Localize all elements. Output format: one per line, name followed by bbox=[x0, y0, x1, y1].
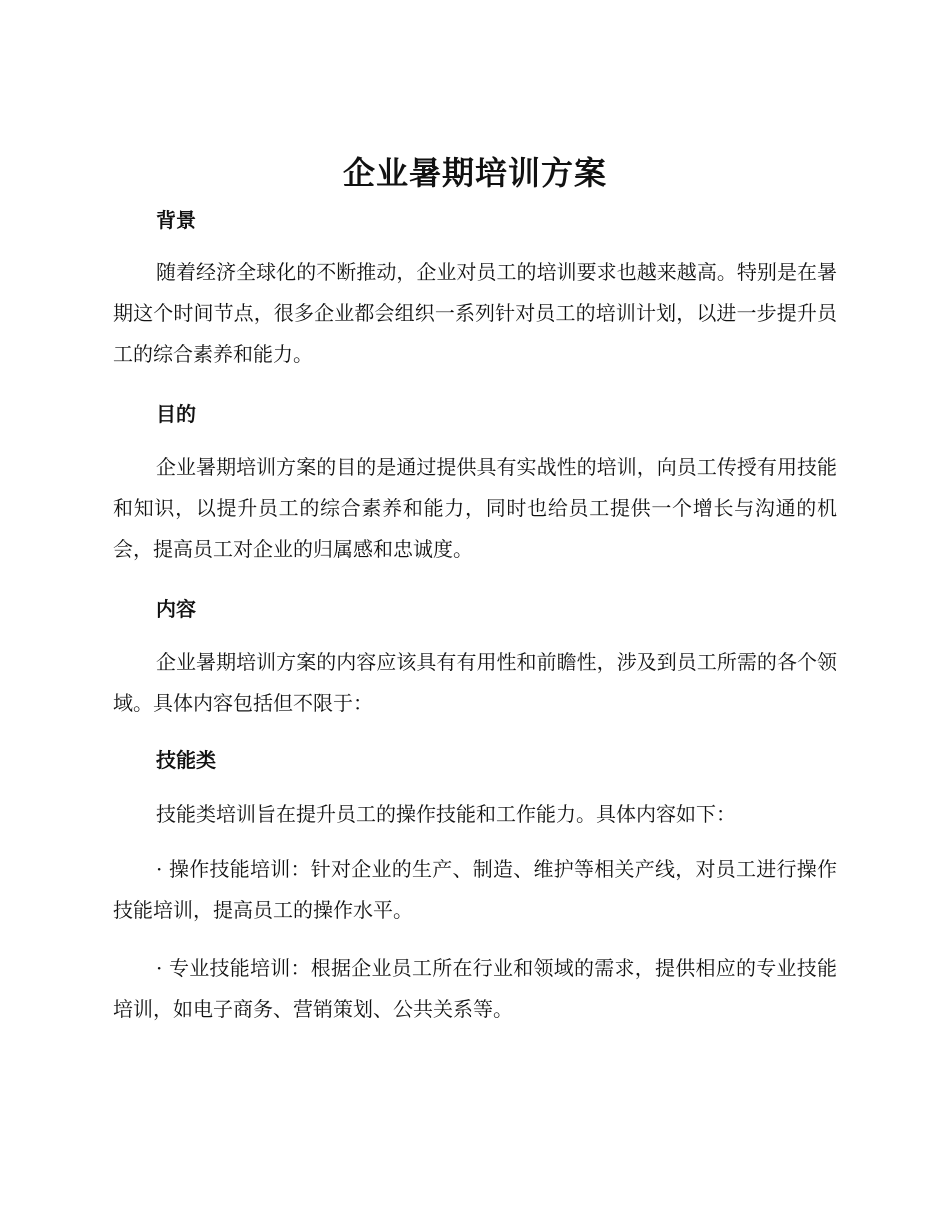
section-heading-purpose: 目的 bbox=[156, 402, 196, 426]
paragraph-skills-intro: 技能类培训旨在提升员工的操作技能和工作能力。具体内容如下： bbox=[156, 802, 736, 826]
section-heading-skills: 技能类 bbox=[156, 748, 216, 772]
section-heading-content: 内容 bbox=[156, 597, 196, 621]
document-title: 企业暑期培训方案 bbox=[342, 154, 607, 192]
section-heading-background: 背景 bbox=[156, 208, 196, 232]
paragraph-purpose: 企业暑期培训方案的目的是通过提供具有实战性的培训，向员工传授有用技能和知识，以提升员工的综合素养和能力，同时也给员工提供一个增长与沟通的机会，提高员工对企业的归属感和忠诚度。 bbox=[113, 455, 837, 561]
list-item-operation-skills: · 操作技能培训：针对企业的生产、制造、维护等相关产线，对员工进行操作技能培训，提高员工的操作水平。 bbox=[113, 857, 837, 922]
paragraph-background: 随着经济全球化的不断推动，企业对员工的培训要求也越来越高。特别是在暑期这个时间节点，很多企业都会组织一系列针对员工的培训计划，以进一步提升员工的综合素养和能力。 bbox=[113, 260, 837, 366]
list-item-professional-skills: · 专业技能培训：根据企业员工所在行业和领域的需求，提供相应的专业技能培训，如电子商务、营销策划、公共关系等。 bbox=[113, 956, 837, 1021]
paragraph-content: 企业暑期培训方案的内容应该具有有用性和前瞻性，涉及到员工所需的各个领域。具体内容包括但不限于： bbox=[113, 650, 837, 715]
